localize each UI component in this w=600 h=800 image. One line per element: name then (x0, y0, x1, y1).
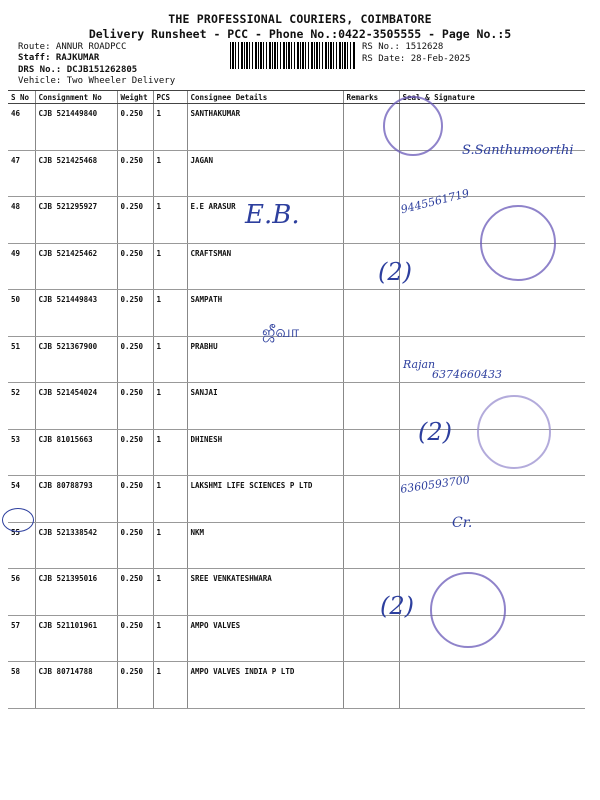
signature-two-circle-3: (2) (380, 592, 414, 620)
row-remarks (343, 336, 399, 383)
row-weight: 0.250 (117, 150, 153, 197)
row-consignment-no: CJB 521425468 (35, 150, 117, 197)
row-consignee: AMPO VALVES INDIA P LTD (187, 662, 343, 709)
row-sno: 56 (8, 569, 35, 616)
col-remarks: Remarks (343, 91, 399, 104)
row-remarks (343, 429, 399, 476)
signature-santhakumar: S.Santhumoorthi (462, 143, 574, 158)
row-sno: 50 (8, 290, 35, 337)
row-consignment-no: CJB 521395016 (35, 569, 117, 616)
row-pcs: 1 (153, 197, 187, 244)
barcode (230, 42, 355, 69)
tamil-signature: ஜீவா (262, 322, 300, 341)
drs-label: DRS No.: DCJB151262805 (18, 65, 138, 75)
row-weight: 0.250 (117, 429, 153, 476)
phone-handwritten-2: 6374660433 (432, 368, 502, 381)
row-sno: 53 (8, 429, 35, 476)
row-consignee: DHINESH (187, 429, 343, 476)
row-consignee: LAKSHMI LIFE SCIENCES P LTD (187, 476, 343, 523)
row-consignee: SAMPATH (187, 290, 343, 337)
row-pcs: 1 (153, 383, 187, 430)
row-weight: 0.250 (117, 383, 153, 430)
faint-seal-stamp (477, 395, 551, 469)
row-sno: 51 (8, 336, 35, 383)
staff-label: Staff: RAJKUMAR (18, 53, 100, 63)
row-consignment-no: CJB 521295927 (35, 197, 117, 244)
col-weight: Weight (117, 91, 153, 104)
rs-number: RS No.: 1512628 (362, 42, 444, 52)
company-title: THE PROFESSIONAL COURIERS, COIMBATORE (168, 12, 432, 26)
phone-handwritten-1: 9445561719 (399, 186, 471, 217)
col-pcs: PCS (153, 91, 187, 104)
row-sno: 52 (8, 383, 35, 430)
row-consignment-no: CJB 521338542 (35, 522, 117, 569)
row-weight: 0.250 (117, 290, 153, 337)
row-weight: 0.250 (117, 243, 153, 290)
row-weight: 0.250 (117, 615, 153, 662)
col-consignment: Consignment No (35, 91, 117, 104)
row-consignment-no: CJB 521449843 (35, 290, 117, 337)
row-consignment-no: CJB 521101961 (35, 615, 117, 662)
vehicle-label: Vehicle: Two Wheeler Delivery (18, 76, 176, 86)
signature-eb: E.B. (245, 200, 300, 230)
row-sno: 58 (8, 662, 35, 709)
row-pcs: 1 (153, 290, 187, 337)
signature-56: Cr. (452, 515, 473, 531)
row-seal-signature (399, 522, 585, 569)
table-header-row (8, 91, 585, 104)
signature-two-circle-1: (2) (378, 258, 412, 286)
runsheet-subtitle: Delivery Runsheet - PCC - Phone No.:0422-3505555 - Page No.:5 (88, 27, 512, 41)
row-consignee: AMPO VALVES (187, 615, 343, 662)
row-pcs: 1 (153, 243, 187, 290)
ampo-seal-stamp (430, 572, 506, 648)
row-consignment-no: CJB 521367900 (35, 336, 117, 383)
row-consignment-no: CJB 80788793 (35, 476, 117, 523)
table-row (8, 476, 585, 523)
row-weight: 0.250 (117, 104, 153, 151)
row-pcs: 1 (153, 662, 187, 709)
row-consignee: PRABHU (187, 336, 343, 383)
row-remarks (343, 383, 399, 430)
row-pcs: 1 (153, 522, 187, 569)
row-weight: 0.250 (117, 522, 153, 569)
row-remarks (343, 290, 399, 337)
row-sno: 57 (8, 615, 35, 662)
company-seal-stamp (383, 96, 443, 156)
row-pcs: 1 (153, 476, 187, 523)
signature-raju: Rajan (403, 358, 436, 371)
row-consignee: JAGAN (187, 150, 343, 197)
row-consignee: SANTHAKUMAR (187, 104, 343, 151)
row-sno: 47 (8, 150, 35, 197)
row-weight: 0.250 (117, 569, 153, 616)
row-remarks (343, 150, 399, 197)
row-sno: 49 (8, 243, 35, 290)
row-consignment-no: CJB 521449840 (35, 104, 117, 151)
row-pcs: 1 (153, 104, 187, 151)
row-weight: 0.250 (117, 197, 153, 244)
row-pcs: 1 (153, 429, 187, 476)
craftsman-seal-stamp (480, 205, 556, 281)
row-consignee: NKM (187, 522, 343, 569)
row-consignee: CRAFTSMAN (187, 243, 343, 290)
row-pcs: 1 (153, 615, 187, 662)
row-sno: 55 (8, 522, 35, 569)
row-remarks (343, 662, 399, 709)
table-row (8, 662, 585, 709)
row-56-mark (2, 508, 34, 532)
row-consignee: SREE VENKATESHWARA (187, 569, 343, 616)
row-pcs: 1 (153, 336, 187, 383)
row-weight: 0.250 (117, 476, 153, 523)
rs-date: RS Date: 28-Feb-2025 (362, 54, 471, 64)
row-weight: 0.250 (117, 336, 153, 383)
row-sno: 46 (8, 104, 35, 151)
phone-handwritten-3: 6360593700 (399, 473, 471, 496)
col-consignee: Consignee Details (187, 91, 343, 104)
table-row (8, 522, 585, 569)
row-sno: 48 (8, 197, 35, 244)
row-seal-signature (399, 290, 585, 337)
row-seal-signature (399, 662, 585, 709)
col-seal-signature: Seal & Signature (399, 91, 585, 104)
row-consignee: SANJAI (187, 383, 343, 430)
row-remarks (343, 197, 399, 244)
col-sno: S No (8, 91, 35, 104)
row-remarks (343, 615, 399, 662)
row-sno: 54 (8, 476, 35, 523)
row-consignment-no: CJB 521454024 (35, 383, 117, 430)
row-consignment-no: CJB 80714788 (35, 662, 117, 709)
row-remarks (343, 522, 399, 569)
row-weight: 0.250 (117, 662, 153, 709)
row-consignment-no: CJB 81015663 (35, 429, 117, 476)
row-remarks (343, 476, 399, 523)
row-pcs: 1 (153, 569, 187, 616)
signature-two-circle-2: (2) (418, 418, 452, 446)
row-consignment-no: CJB 521425462 (35, 243, 117, 290)
route-label: Route: ANNUR ROADPCC (18, 42, 127, 52)
row-pcs: 1 (153, 150, 187, 197)
row-consignee: E.E ARASUR (187, 197, 343, 244)
